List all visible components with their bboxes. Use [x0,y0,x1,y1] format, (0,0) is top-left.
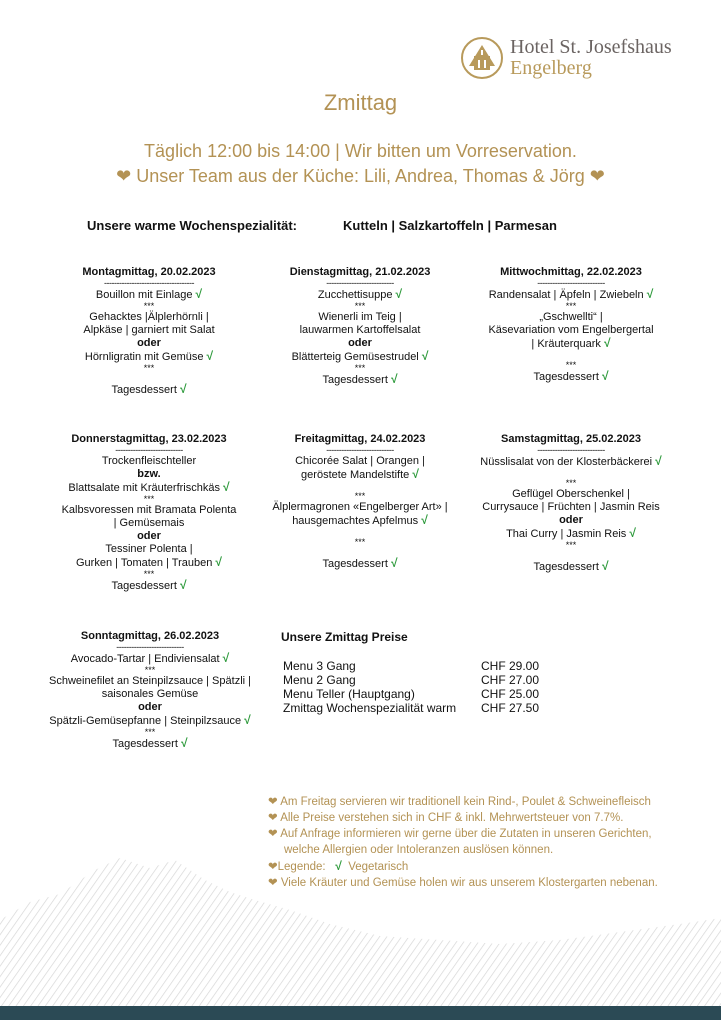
kitchen-team-line [0,166,721,187]
course-alt: Thai Curry | Jasmin Reis [506,528,627,540]
course-main: Geflügel Oberschenkel | [512,488,630,500]
hotel-emblem-icon [460,36,504,80]
day-header: Mittwochmittag, 22.02.2023 [500,266,642,278]
hotel-location: Engelberg [510,57,592,79]
vegetarian-icon: √ [629,526,636,540]
vegetarian-icon: √ [195,287,203,301]
note-item [268,858,708,875]
vegetarian-icon: √ [215,555,223,569]
kitchen-team: Unser Team aus der Küche: Lili, Andrea, Thomas & Jörg [136,166,585,186]
day-header: Dienstagmittag, 21.02.2023 [289,266,431,278]
course-main-cont: saisonales Gemüse [101,688,199,700]
course-dessert: Tagesdessert [111,384,177,396]
or-label: oder [559,514,583,526]
vegetarian-icon: √ [180,736,188,750]
opening-hours: Täglich 12:00 bis 14:00 | Wir bitten um Vorreservation. [144,141,577,161]
separator-stars: *** [565,360,577,370]
or-label: oder [137,530,161,542]
course-main-cont2: | Kräuterquark [531,338,601,350]
page-title: Zmittag [323,90,398,115]
course-main: „Gschwellti“ | [539,311,603,323]
divider: --------------------------- [115,445,183,455]
vegetarian-icon: √ [179,382,187,396]
notes-section [268,794,708,891]
note-text: Am Freitag servieren wir traditionell kein Rind-, Poulet & Schweinefleisch [280,796,651,808]
course-main: Älplermagronen «Engelberger Art» | [272,501,448,513]
separator-stars: *** [144,665,156,675]
day-header: Donnerstagmittag, 23.02.2023 [71,433,227,445]
divider: --------------------------- [116,642,184,652]
course-dessert: Tagesdessert [322,374,388,386]
course-main: Wienerli im Teig | [318,311,402,323]
course-starter: Trockenfleischteller [101,455,197,467]
note-text-cont: welche Allergien oder Intoleranzen auslösen können. [284,844,554,856]
note-item [268,794,708,810]
price-row [283,687,539,701]
or-label: oder [138,701,162,713]
note-text: Alle Preise verstehen sich in CHF & inkl. Mehrwertsteuer von 7.7%. [280,812,624,824]
vegetarian-icon: √ [390,372,398,386]
vegetarian-icon: √ [222,651,230,665]
price-name: Menu 2 Gang [283,673,356,687]
price-row [283,701,539,715]
weekly-special-dish: Kutteln | Salzkartoffeln | Parmesan [343,218,557,233]
separator-stars: *** [565,301,577,311]
price-name: Zmittag Wochenspezialität warm [283,701,457,715]
course-alt-cont: Gurken | Tomaten | Trauben [75,557,213,569]
vegetarian-icon: √ [179,578,187,592]
day-header: Samstagmittag, 25.02.2023 [500,433,642,445]
course-main-cont: | Gemüsemais [113,517,185,529]
day-header: Sonntagmittag, 26.02.2023 [80,630,220,642]
day-header: Montagmittag, 20.02.2023 [82,266,216,278]
heart-icon: ❤ [268,812,278,824]
course-main-cont: Currysauce | Früchten | Jasmin Reis [482,501,660,513]
note-text: Viele Kräuter und Gemüse holen wir aus unserem Klostergarten nebenan. [280,877,658,889]
separator-stars: *** [143,363,155,373]
menu-day-sunday [35,630,265,751]
price-name: Menu 3 Gang [283,659,356,673]
course-starter: Chicorée Salat | Orangen | [295,455,425,467]
course-main-cont: Käsevariation vom Engelbergertal [488,324,654,336]
course-starter-alt: Blattsalate mit Kräuterfrischkäs [68,482,220,494]
course-alt: Hörnligratin mit Gemüse [84,351,204,363]
day-header: Freitagmittag, 24.02.2023 [294,433,426,445]
separator-stars: *** [565,540,577,550]
vegetarian-icon: √ [601,369,609,383]
course-dessert: Tagesdessert [111,580,177,592]
price-row [283,659,539,673]
separator-stars: *** [143,494,155,504]
prices-table [283,659,539,715]
vegetarian-icon: √ [601,559,609,573]
note-item [268,875,708,891]
prices-title: Unsere Zmittag Preise [281,630,408,644]
course-main: Schweinefilet an Steinpilzsauce | Spätzli | [49,675,251,687]
menu-day-monday [44,266,254,397]
vegetarian-icon: √ [412,467,419,481]
separator-stars: *** [354,301,366,311]
course-alt: Blätterteig Gemüsestrudel [291,351,419,363]
course-main-cont: Alpkäse | garniert mit Salat [83,324,215,336]
menu-day-saturday [466,433,676,574]
course-main: Gehacktes |Älplerhörnli | [89,311,209,323]
note-text: Auf Anfrage informieren wir gerne über die Zutaten in unseren Gerichten, [280,828,652,840]
course-dessert: Tagesdessert [533,561,599,573]
course-starter: Bouillon mit Einlage [95,289,193,301]
hotel-logo [460,36,700,82]
heart-icon: ❤ [116,166,132,186]
divider: --------------------------- [537,445,605,455]
vegetarian-icon: √ [421,513,428,527]
separator-stars: *** [565,478,577,488]
heart-icon: ❤ [268,861,278,873]
divider: --------------------------- [326,445,394,455]
course-starter: Avocado-Tartar | Endiviensalat [70,653,220,665]
legend-label: Legende: [277,861,326,873]
course-main-cont: lauwarmen Kartoffelsalat [299,324,421,336]
separator-stars: *** [144,727,156,737]
price-value: CHF 29.00 [481,659,540,673]
course-dessert: Tagesdessert [322,558,388,570]
vegetarian-icon: √ [335,859,342,873]
or-label: oder [348,337,372,349]
or-label: oder [137,337,161,349]
vegetarian-icon: √ [646,287,654,301]
divider: --------------------------- [326,278,394,288]
course-starter-cont: geröstete Mandelstifte [301,469,410,481]
divider: ------------------------------------ [104,278,194,288]
separator-stars: *** [143,569,155,579]
legend-value: Vegetarisch [348,861,409,873]
weekly-special-label: Unsere warme Wochenspezialität: [87,218,297,233]
vegetarian-icon: √ [395,287,403,301]
vegetarian-icon: √ [206,349,214,363]
vegetarian-icon: √ [390,556,398,570]
course-starter: Randensalat | Äpfeln | Zwiebeln [488,289,644,301]
or-label: bzw. [137,468,161,480]
course-starter: Nüsslisalat von der Klosterbäckerei [480,456,653,468]
note-item [268,826,708,842]
course-alt: Spätzli-Gemüsepfanne | Steinpilzsauce [49,715,242,727]
price-value: CHF 27.50 [481,701,540,715]
divider: --------------------------- [537,278,605,288]
vegetarian-icon: √ [244,713,251,727]
course-dessert: Tagesdessert [112,738,178,750]
note-item [268,810,708,826]
separator-stars: *** [354,537,366,547]
price-value: CHF 25.00 [481,687,540,701]
vegetarian-icon: √ [223,480,230,494]
price-row [283,673,539,687]
course-alt: Tessiner Polenta | [105,543,193,555]
vegetarian-icon: √ [421,349,429,363]
menu-day-wednesday [466,266,676,384]
heart-icon: ❤ [589,166,605,186]
menu-day-tuesday [255,266,465,387]
menu-day-thursday [44,433,254,593]
course-starter: Zucchettisuppe [317,289,393,301]
heart-icon: ❤ [268,828,278,840]
hotel-name: Hotel St. Josefshaus [510,36,672,58]
separator-stars: *** [354,363,366,373]
separator-stars: *** [143,301,155,311]
vegetarian-icon: √ [603,336,611,350]
price-value: CHF 27.00 [481,673,540,687]
separator-stars: *** [354,491,366,501]
vegetarian-icon: √ [655,454,662,468]
course-main-cont: hausgemachtes Apfelmus [292,515,419,527]
heart-icon: ❤ [268,796,278,808]
price-name: Menu Teller (Hauptgang) [283,687,415,701]
course-dessert: Tagesdessert [533,371,599,383]
menu-day-friday [255,433,465,571]
footer-bar [0,1006,721,1020]
course-main: Kalbsvoressen mit Bramata Polenta [61,504,237,516]
heart-icon: ❤ [268,877,278,889]
